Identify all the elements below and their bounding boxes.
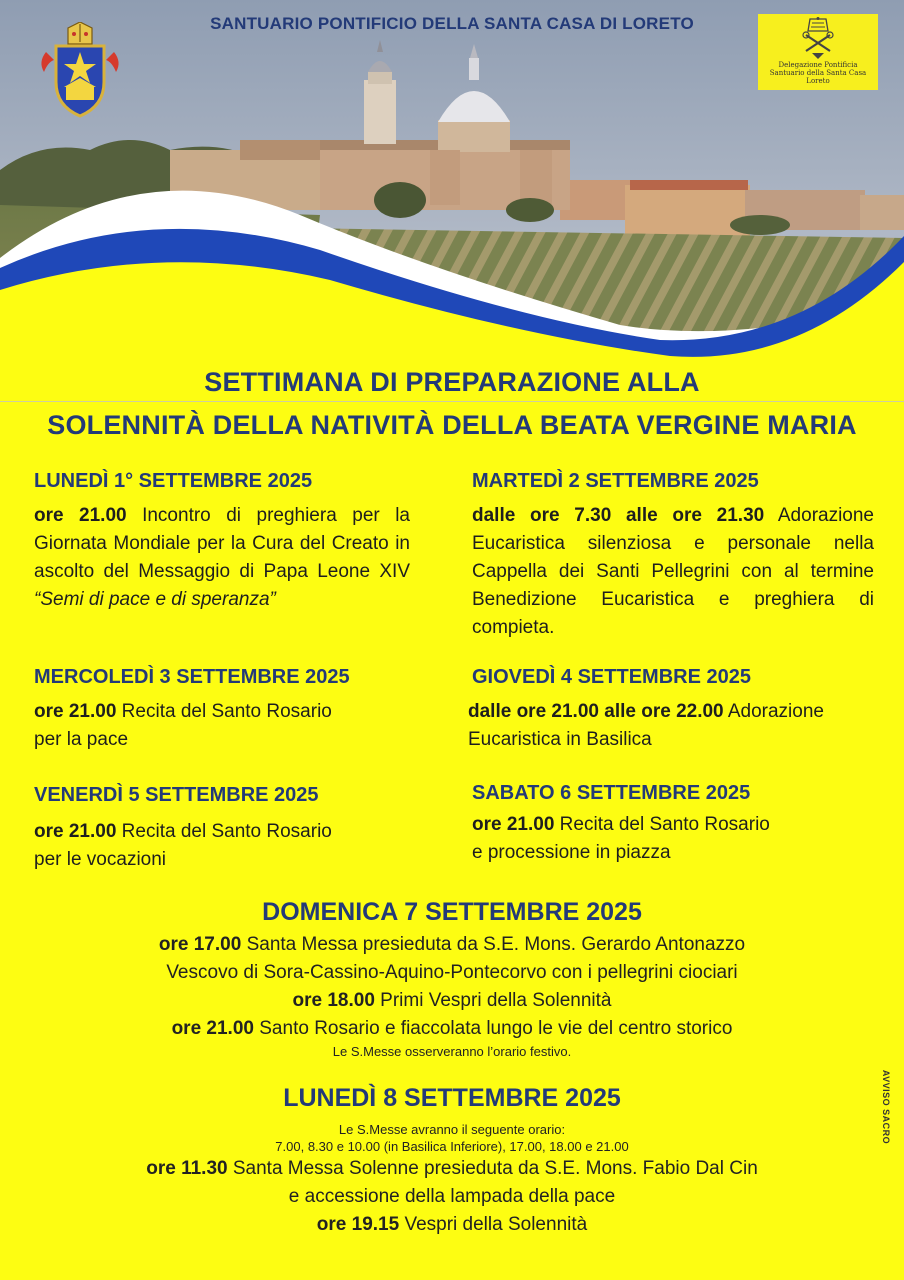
time-label: ore 21.00 bbox=[34, 505, 127, 526]
day-title: GIOVEDÌ 4 SETTEMBRE 2025 bbox=[472, 666, 751, 688]
line-text: Vespri della Solennità bbox=[399, 1214, 588, 1235]
description-text-2: e processione in piazza bbox=[472, 842, 671, 863]
line-text: Primi Vespri della Solennità bbox=[374, 990, 612, 1011]
time-label: ore 11.30 bbox=[146, 1158, 228, 1179]
day-description bbox=[468, 698, 888, 754]
day-description bbox=[472, 502, 874, 642]
schedule-line-2: e accessione della lampada della pace bbox=[288, 1186, 616, 1207]
mass-times: 7.00, 8.30 e 10.00 (in Basilica Inferiore), 17.00, 18.00 e 21.00 bbox=[275, 1139, 629, 1154]
schedule-line-3 bbox=[0, 987, 904, 1015]
time-label: dalle ore 7.30 alle ore 21.30 bbox=[472, 505, 765, 526]
day-description bbox=[34, 502, 410, 614]
day-block-sun7 bbox=[0, 898, 904, 1060]
schedule-line-4 bbox=[0, 1015, 904, 1043]
day-block-tue2 bbox=[472, 470, 874, 642]
day-block-mon1 bbox=[34, 470, 410, 614]
day-title: LUNEDÌ 8 SETTEMBRE 2025 bbox=[283, 1084, 621, 1112]
day-block-mon8 bbox=[0, 1084, 904, 1239]
mass-schedule-note: Le S.Messe osserveranno l’orario festivo. bbox=[332, 1044, 572, 1059]
time-label: ore 21.00 bbox=[34, 821, 117, 842]
description-text-2: per le vocazioni bbox=[34, 849, 167, 870]
day-title: MERCOLEDÌ 3 SETTEMBRE 2025 bbox=[34, 666, 350, 688]
day-block-wed3 bbox=[34, 666, 434, 754]
time-label: ore 17.00 bbox=[158, 934, 242, 955]
side-label bbox=[871, 1062, 901, 1152]
day-block-sat6 bbox=[472, 782, 872, 867]
time-label: ore 18.00 bbox=[292, 990, 375, 1011]
line-text: Santa Messa presieduta da S.E. Mons. Gerardo Antonazzo bbox=[241, 934, 746, 955]
description-text: Recita del Santo Rosario bbox=[116, 701, 332, 722]
mass-schedule-note: Le S.Messe avranno il seguente orario: bbox=[338, 1122, 566, 1137]
time-label: ore 21.00 bbox=[472, 814, 555, 835]
day-description bbox=[34, 698, 434, 754]
description-text-2: Eucaristica in Basilica bbox=[468, 729, 652, 750]
day-description bbox=[472, 811, 872, 867]
main-title-line-1: SETTIMANA DI PREPARAZIONE ALLA bbox=[204, 367, 700, 397]
title-divider bbox=[0, 401, 904, 402]
day-title: VENERDÌ 5 SETTEMBRE 2025 bbox=[34, 784, 319, 806]
line-text: Santo Rosario e fiaccolata lungo le vie del centro storico bbox=[253, 1018, 733, 1039]
day-title: SABATO 6 SETTEMBRE 2025 bbox=[472, 782, 751, 804]
day-title: DOMENICA 7 SETTEMBRE 2025 bbox=[262, 898, 642, 926]
time-label: ore 21.00 bbox=[34, 701, 117, 722]
delegation-line-1: Delegazione Pontificia bbox=[778, 61, 858, 69]
sanctuary-title: SANTUARIO PONTIFICIO DELLA SANTA CASA DI LORETO bbox=[210, 14, 694, 33]
description-text-2: per la pace bbox=[34, 729, 129, 750]
delegation-line-3: Loreto bbox=[806, 77, 830, 85]
description-text: Incontro di preghiera per la Giornata Mondiale per la Cura del Creato in ascolto del Messaggio di Papa Leone XIV bbox=[34, 505, 410, 582]
day-title: LUNEDÌ 1° SETTEMBRE 2025 bbox=[34, 470, 313, 492]
delegation-emblem-icon bbox=[798, 17, 838, 61]
time-label: ore 19.15 bbox=[316, 1214, 400, 1235]
line-text: Santa Messa Solenne presieduta da S.E. Mons. Fabio Dal Cin bbox=[227, 1158, 758, 1179]
day-title: MARTEDÌ 2 SETTEMBRE 2025 bbox=[472, 470, 759, 492]
crest-icon bbox=[38, 22, 122, 118]
day-block-fri5 bbox=[34, 784, 434, 874]
schedule-line-3 bbox=[0, 1211, 904, 1239]
description-text: Adorazione bbox=[723, 701, 824, 722]
description-text: Recita del Santo Rosario bbox=[554, 814, 770, 835]
main-title-line-2: SOLENNITÀ DELLA NATIVITÀ DELLA BEATA VERGINE MARIA bbox=[47, 410, 857, 440]
time-label: ore 21.00 bbox=[171, 1018, 254, 1039]
schedule-line-1 bbox=[0, 931, 904, 959]
delegation-line-2: Santuario della Santa Casa bbox=[769, 69, 867, 77]
time-label: dalle ore 21.00 alle ore 22.00 bbox=[468, 701, 724, 722]
description-text: Adorazione Eucaristica silenziosa e personale nella Cappella dei Santi Pellegrini con al termine Benedizione Eucaristica e preghiera di compieta. bbox=[472, 505, 875, 638]
schedule-line-1 bbox=[0, 1155, 904, 1183]
schedule-line-2: Vescovo di Sora-Cassino-Aquino-Pontecorvo con i pellegrini ciociari bbox=[166, 962, 738, 983]
day-description bbox=[34, 818, 434, 874]
delegation-emblem bbox=[758, 14, 878, 90]
avviso-sacro-label: AVVISO SACRO bbox=[881, 1069, 891, 1145]
day-block-thu4 bbox=[468, 666, 888, 754]
description-text: Recita del Santo Rosario bbox=[116, 821, 332, 842]
message-title: “Semi di pace e di speranza” bbox=[34, 589, 276, 610]
